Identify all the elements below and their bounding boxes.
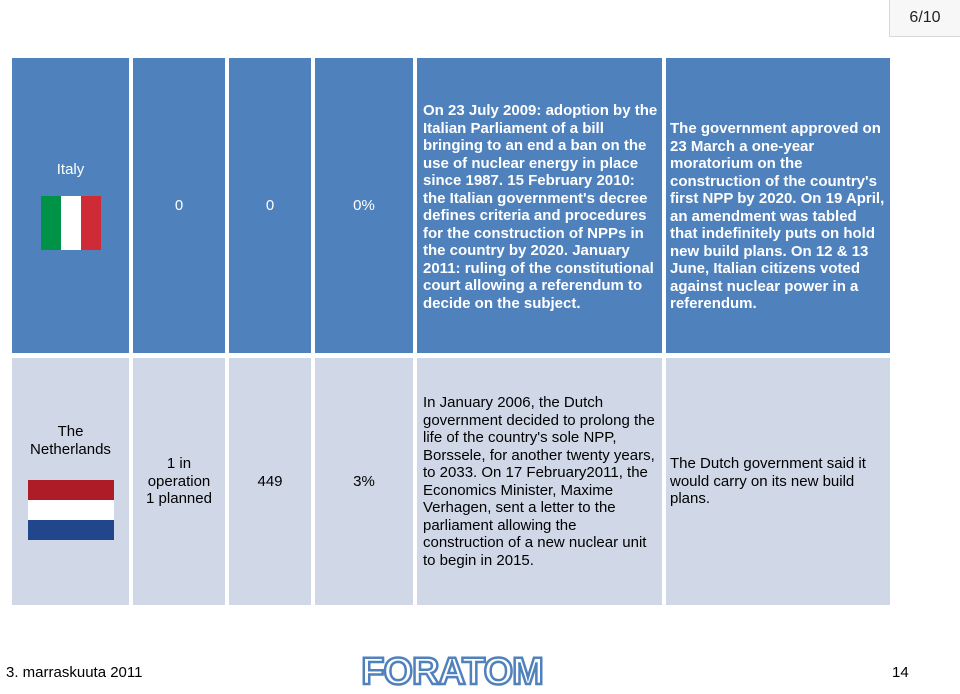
slide-number: 14 [892, 664, 909, 681]
logo-text: FORATOM [361, 653, 543, 689]
flag-stripe-white [28, 500, 114, 520]
share-value: 0% [353, 196, 375, 214]
share-value: 3% [353, 472, 375, 490]
outlook-cell [666, 358, 890, 605]
country-cell-italy [12, 58, 129, 353]
flag-stripe-red [81, 196, 101, 250]
share-cell [315, 58, 413, 353]
history-cell [417, 358, 662, 605]
netherlands-flag-icon [28, 480, 114, 540]
foratom-logo-graphic [352, 653, 552, 689]
capacity-value: 449 [257, 472, 283, 490]
flag-stripe-white [61, 196, 81, 250]
reactors-value: 1 in operation 1 planned [146, 455, 212, 508]
reactors-cell [133, 358, 225, 605]
history-text: On 23 July 2009: adoption by the Italian Parliament of a bill bringing to an end a ban on the use of nuclear energy in place since 1987. 15 February 2010: the Italian government's decree defines criteria and procedures for the construction of NPPs in the country by 2020. January 2011: ruling of the constitutional court allowing a referendum to decide on the subject. [423, 102, 658, 312]
country-name: The Netherlands [30, 423, 111, 458]
history-text: In January 2006, the Dutch government decided to prolong the life of the country's sole NPP, Borssele, for another twenty years, to 2033. On 17 February2011, the Economics Minister, Maxime Verhagen, sent a letter to the parliament allowing the construction of a new nuclear unit to begin in 2015. [423, 394, 655, 569]
reactors-cell [133, 58, 225, 353]
country-cell-netherlands [12, 358, 129, 605]
italy-flag-icon [41, 196, 101, 250]
capacity-cell [229, 58, 311, 353]
foratom-logo [352, 653, 552, 694]
outlook-text: The Dutch government said it would carry on its new build plans. [670, 455, 866, 507]
capacity-value: 0 [265, 196, 275, 214]
page-indicator: 6/10 [889, 0, 960, 37]
flag-stripe-red [28, 480, 114, 500]
capacity-cell [229, 358, 311, 605]
reactors-value: 0 [174, 196, 184, 214]
share-cell [315, 358, 413, 605]
outlook-cell [666, 58, 890, 353]
history-cell [417, 58, 662, 353]
footer-date: 3. marraskuuta 2011 [6, 664, 143, 681]
country-name: Italy [56, 160, 85, 178]
flag-stripe-blue [28, 520, 114, 540]
outlook-text: The government approved on 23 March a one-year moratorium on the construction of the country's first NPP by 2020. On 19 April, an amendment was tabled that indefinitely puts on hold new build plans. On 12 & 13 June, Italian citizens voted against nuclear power in a referendum. [670, 120, 885, 312]
flag-stripe-green [41, 196, 61, 250]
